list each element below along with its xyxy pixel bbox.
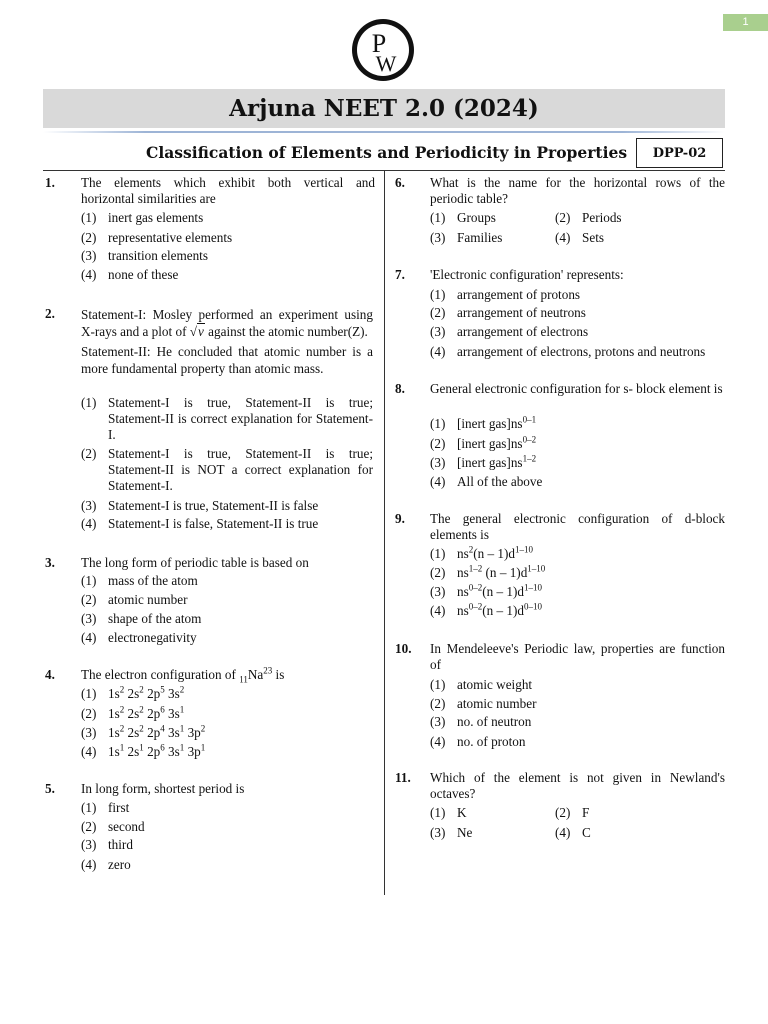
question-stem: 'Electronic configuration' represents: xyxy=(430,267,624,282)
option-4: (4) electronegativity xyxy=(81,630,197,645)
option-3: (3) no. of neutron xyxy=(430,714,532,729)
option-1: (1) mass of the atom xyxy=(81,573,198,588)
title-band xyxy=(43,89,725,128)
question-stem: Statement-I: Mosley performed an experiment using X-rays and a plot of √ν against the atomic number(Z). Statement-II: He concluded that atomic number is a more fundamental property than atomic mass. xyxy=(81,307,373,376)
question-number: 10. xyxy=(395,641,412,656)
option-1: (1) $1s^2$ $2s^2$ $2p^5$ $3s^2$ xyxy=(81,684,185,701)
question-number: 3. xyxy=(45,555,55,570)
question-number: 8. xyxy=(395,381,405,396)
option-4: (4) $ns^{0-2}(n - 1)d^{0-10}$ xyxy=(430,601,542,618)
option-3: (3) $1s^2$ $2s^2$ $2p^4$ $3s^1$ $3p^2$ xyxy=(81,723,206,740)
option-4: (4) All of the above xyxy=(430,474,543,489)
question-number: 5. xyxy=(45,781,55,796)
chapter-subtitle: Classification of Elements and Periodicity in Properties xyxy=(146,143,628,162)
question-9 xyxy=(395,511,725,626)
question-number: 9. xyxy=(395,511,405,526)
question-3 xyxy=(45,555,375,655)
question-number: 7. xyxy=(395,267,405,282)
option-2: (2) Periods xyxy=(555,210,622,225)
option-1: (1) [inert $gas]ns^{0-1}$ xyxy=(430,414,537,431)
option-1: (1) first xyxy=(81,800,130,815)
question-stem: The general electronic configuration of d-block elements is xyxy=(430,511,725,542)
column-divider xyxy=(384,170,385,895)
option-4: (4) no. of proton xyxy=(430,734,526,749)
question-number: 11. xyxy=(395,770,411,785)
option-2: (2) atomic number xyxy=(81,592,188,607)
title-rule xyxy=(43,131,725,133)
page-title: Arjuna NEET 2.0 (2024) xyxy=(229,95,539,122)
option-2: (2) arrangement of neutrons xyxy=(430,305,586,320)
option-1: (1) K xyxy=(430,805,467,820)
question-stem: Which of the element is not given in Newland's octaves? xyxy=(430,770,725,801)
question-8 xyxy=(395,381,725,496)
question-7 xyxy=(395,267,725,362)
option-3: (3) Families xyxy=(430,230,503,245)
option-3: (3) arrangement of electrons xyxy=(430,324,589,339)
logo-letter-p: P xyxy=(371,29,387,58)
option-1: (1) $ns^2(n - 1)d^{1-10}$ xyxy=(430,544,533,561)
option-3: (3) shape of the atom xyxy=(81,611,202,626)
question-5 xyxy=(45,781,375,881)
option-3: (3) $ns^{0-2}(n - 1)d^{1-10}$ xyxy=(430,582,542,599)
question-stem: In long form, shortest period is xyxy=(81,781,245,796)
option-2: (2) [inert $gas]ns^{0-2}$ xyxy=(430,434,537,451)
dpp-label: DPP-02 xyxy=(636,138,723,168)
option-4: (4) zero xyxy=(81,857,131,872)
option-2: (2) Statement-I is true, Statement-II is true; Statement-II is NOT a correct explanation for Statement-I. xyxy=(81,446,373,493)
question-2 xyxy=(45,306,375,536)
option-2: (2) F xyxy=(555,805,590,820)
question-1 xyxy=(45,175,375,295)
option-4: (4) arrangement of electrons, protons and neutrons xyxy=(430,344,706,359)
option-2: (2) $1s^2$ $2s^2$ $2p^6$ $3s^1$ xyxy=(81,704,185,721)
question-stem: The long form of periodic table is based on xyxy=(81,555,309,570)
option-2: (2) representative elements xyxy=(81,230,233,245)
option-4: (4) none of these xyxy=(81,267,179,282)
page-number-badge: 1 xyxy=(723,14,768,31)
question-stem: The electron configuration of $_{11}Na^{23}$ is xyxy=(81,665,285,685)
option-4: (4) C xyxy=(555,825,591,840)
option-1: (1) Statement-I is true, Statement-II is true; Statement-II is correct explanation for Statement-I. xyxy=(81,395,373,442)
option-3: (3) third xyxy=(81,837,133,852)
question-11 xyxy=(395,770,725,850)
option-3: (3) Statement-I is true, Statement-II is false xyxy=(81,498,319,513)
question-number: 4. xyxy=(45,667,55,682)
question-stem: What is the name for the horizontal rows of the periodic table? xyxy=(430,175,725,206)
option-3: (3) [inert $gas]ns^{1-2}$ xyxy=(430,453,537,470)
option-4: (4) $1s^1$ $2s^1$ $2p^6$ $3s^1$ $3p^1$ xyxy=(81,742,206,759)
option-1: (1) inert gas elements xyxy=(81,210,204,225)
question-number: 1. xyxy=(45,175,55,190)
pw-logo xyxy=(351,18,415,82)
sqrt-nu-symbol: √ν xyxy=(189,324,204,339)
question-10 xyxy=(395,641,725,756)
option-1: (1) atomic weight xyxy=(430,677,533,692)
question-number: 6. xyxy=(395,175,405,190)
option-4: (4) Sets xyxy=(555,230,604,245)
option-2: (2) $ns^{1-2}$ $(n - 1)d^{1-10}$ xyxy=(430,563,546,580)
option-2: (2) second xyxy=(81,819,145,834)
question-4 xyxy=(45,667,375,767)
option-1: (1) Groups xyxy=(430,210,496,225)
option-3: (3) Ne xyxy=(430,825,473,840)
option-1: (1) arrangement of protons xyxy=(430,287,581,302)
question-stem: General electronic configuration for s- block element is xyxy=(430,381,723,396)
question-stem: In Mendeleeve's Periodic law, properties are function of xyxy=(430,641,725,672)
option-3: (3) transition elements xyxy=(81,248,208,263)
question-stem: The elements which exhibit both vertical and horizontal similarities are xyxy=(81,175,375,206)
option-2: (2) atomic number xyxy=(430,696,537,711)
option-4: (4) Statement-I is false, Statement-II is true xyxy=(81,516,319,531)
question-6 xyxy=(395,175,725,245)
question-number: 2. xyxy=(45,306,55,321)
logo-letter-w: W xyxy=(375,51,397,76)
